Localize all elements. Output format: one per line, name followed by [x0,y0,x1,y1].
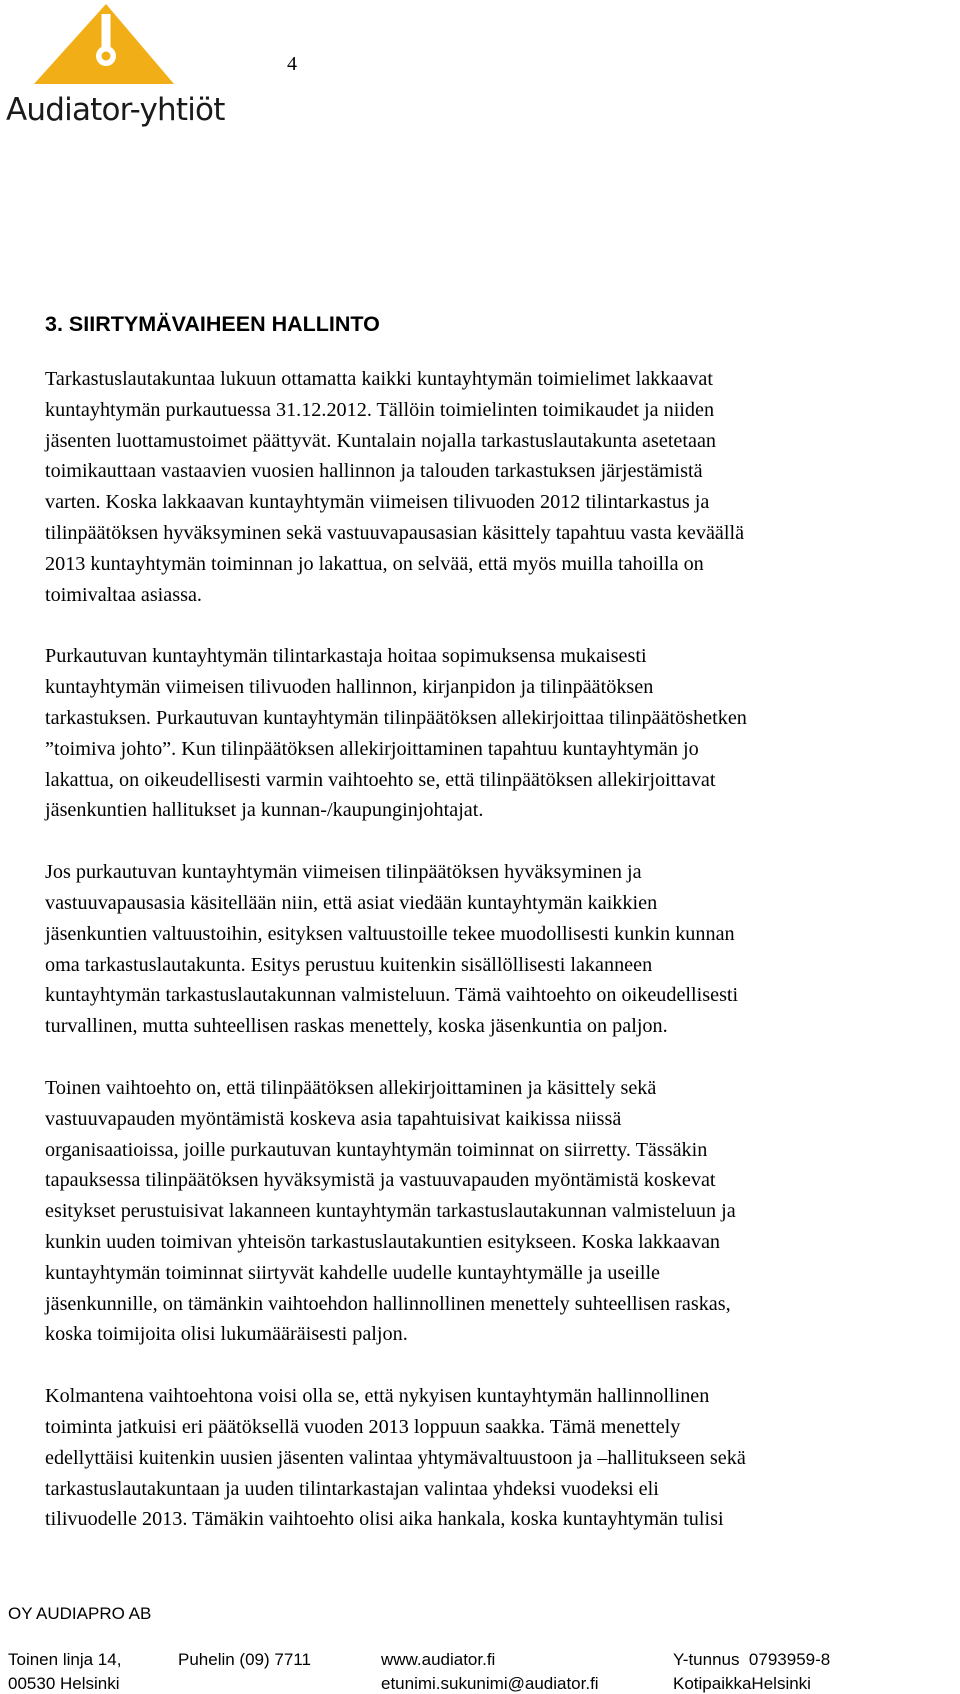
footer-email: etunimi.sukunimi@audiator.fi [381,1674,599,1693]
paragraph-line: turvallinen, mutta suhteellisen raskas menettely, koska jäsenkuntia on paljon. [45,1015,668,1038]
paragraph [45,857,960,1042]
footer-domicile: KotipaikkaHelsinki [673,1674,811,1693]
paragraph-line: esitykset perustuisivat lakanneen kuntayhtymän tarkastuslautakunnan valmisteluun ja [45,1200,736,1223]
paragraph-line: jäsenkuntien valtuustoihin, esityksen valtuustoille tekee muodollisesti kunkin kunnan [45,922,735,945]
paragraph-line: tilinpäätöksen hyväksyminen sekä vastuuvapausasian käsittely tapahtuu vasta keväällä [45,521,745,544]
paragraph [45,1381,960,1535]
paragraph-line: tilivuodelle 2013. Tämäkin vaihtoehto olisi aika hankala, koska kuntayhtymän tulisi [45,1508,724,1531]
paragraph-line: jäsenkuntien hallitukset ja kunnan-/kaupunginjohtajat. [45,799,484,822]
logo-triangle-icon [6,4,206,94]
paragraph [45,1073,960,1350]
footer-address-line1: Toinen linja 14, [8,1650,122,1669]
paragraph-line: edellyttäisi kuitenkin uusien jäsenten valintaa yhtymävaltuustoon ja –hallitukseen sekä [45,1446,746,1469]
paragraph-line: Purkautuvan kuntayhtymän tilintarkastaja hoitaa sopimuksensa mukaisesti [45,645,647,668]
paragraph-line: Jos purkautuvan kuntayhtymän viimeisen tilinpäätöksen hyväksyminen ja [45,861,642,884]
footer-business-id: Y-tunnus 0793959-8 [673,1650,831,1669]
paragraph-line: kuntayhtymän purkautuessa 31.12.2012. Tällöin toimielinten toimikaudet ja niiden [45,398,715,421]
paragraph-line: jäsenten luottamustoimet päättyvät. Kuntalain nojalla tarkastuslautakunta asetetaan [45,429,717,452]
paragraph [45,364,960,610]
paragraph-line: Toinen vaihtoehto on, että tilinpäätöksen allekirjoittaminen ja käsittely sekä [45,1076,657,1099]
paragraph-line: tarkastuksen. Purkautuvan kuntayhtymän tilinpäätöksen allekirjoittaa tilinpäätöshetken [45,706,747,729]
paragraph-line: Kolmantena vaihtoehtona voisi olla se, että nykyisen kuntayhtymän hallinnollinen [45,1385,710,1408]
paragraph-line: 2013 kuntayhtymän toiminnan jo lakattua, on selvää, että myös muilla tahoilla on [45,552,704,575]
logo-text: Audiator-yhtiöt [6,92,225,128]
paragraph-line: Tarkastuslautakuntaa lukuun ottamatta kaikki kuntayhtymän toimielimet lakkaavat [45,368,713,390]
footer-address-line2: 00530 Helsinki [8,1674,120,1693]
paragraph-line: vastuuvapauden myöntämistä koskeva asia tapahtuisivat kaikissa niissä [45,1107,622,1130]
paragraph-line: tarkastuslautakuntaan ja uuden tilintarkastajan valintaa yhdeksi vuodeksi eli [45,1477,659,1500]
paragraph [45,641,960,826]
paragraph-line: jäsenkunnille, on tämänkin vaihtoehdon hallinnollinen menettely suhteellisen raskas, [45,1292,731,1315]
paragraph-line: kuntayhtymän viimeisen tilivuoden hallinnon, kirjanpidon ja tilinpäätöksen [45,676,654,699]
paragraph-line: organisaatioissa, joille purkautuvan kuntayhtymän toiminnat on siirretty. Tässäkin [45,1138,708,1161]
paragraph-line: varten. Koska lakkaavan kuntayhtymän viimeisen tilivuoden 2012 tilintarkastus ja [45,491,710,514]
paragraph-line: ”toimiva johto”. Kun tilinpäätöksen allekirjoittaminen tapahtuu kuntayhtymän jo [45,737,699,760]
footer-phone: Puhelin (09) 7711 [178,1650,311,1669]
paragraph-line: koska toimijoita olisi lukumääräisesti paljon. [45,1323,408,1346]
company-logo [6,4,225,132]
paragraph-line: toiminta jatkuisi eri päätöksellä vuoden 2013 loppuun saakka. Tämä menettely [45,1415,681,1438]
paragraph-line: kuntayhtymän tarkastuslautakunnan valmisteluun. Tämä vaihtoehto on oikeudellisesti [45,984,739,1007]
paragraph-line: tapauksessa tilinpäätöksen hyväksymistä ja vastuuvapauden myöntämistä koskevat [45,1169,716,1192]
page-number: 4 [287,53,297,75]
paragraph-line: kunkin uuden toimivan yhteisön tarkastuslautakuntien esitykseen. Koska lakkaavan [45,1230,721,1253]
paragraph-line: vastuuvapausasia käsitellään niin, että asiat viedään kuntayhtymän kaikkien [45,891,658,914]
footer-company-name: OY AUDIAPRO AB [8,1604,152,1623]
paragraph-line: toimivaltaa asiassa. [45,583,202,606]
paragraph-line: oma tarkastuslautakunta. Esitys perustuu kuitenkin sisällöllisesti lakanneen [45,953,653,976]
footer-website: www.audiator.fi [381,1650,496,1669]
body-text [45,364,960,1566]
paragraph-line: kuntayhtymän toiminnat siirtyvät kahdelle uudelle kuntayhtymälle ja useille [45,1261,661,1284]
paragraph-line: lakattua, on oikeudellisesti varmin vaihtoehto se, että tilinpäätöksen allekirjoittavat [45,768,716,791]
section-heading: 3. SIIRTYMÄVAIHEEN HALLINTO [45,312,380,336]
paragraph-line: toimikauttaan vastaavien vuosien hallinnon ja talouden tarkastuksen järjestämistä [45,460,703,483]
